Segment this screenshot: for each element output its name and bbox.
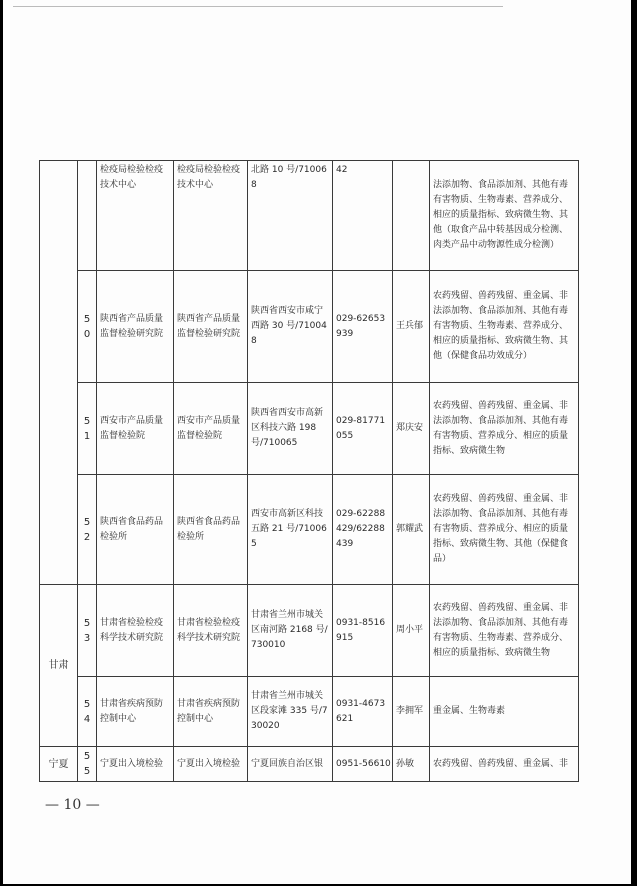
contact: 郭耀武 <box>393 475 430 585</box>
phone: 0951-56610 <box>333 747 393 782</box>
contact: 郑庆安 <box>393 383 430 475</box>
unit-name: 甘肃省检验检疫科学技术研究院 <box>174 585 248 677</box>
province-gansu: 甘肃 <box>40 585 78 747</box>
test-scope: 农药残留、兽药残留、重金属、非法添加物、食品添加剂、其他有毒有害物质、营养成分、相应的质量指标、致病微生物 <box>430 383 579 475</box>
phone: 029-81771055 <box>333 383 393 475</box>
table-row <box>40 747 579 782</box>
contact: 孙敏 <box>393 747 430 782</box>
institution-name: 甘肃省检验检疫科学技术研究院 <box>97 585 174 677</box>
unit-name: 甘肃省疾病预防控制中心 <box>174 677 248 747</box>
institution-name: 西安市产品质量监督检验院 <box>97 383 174 475</box>
contact: 周小平 <box>393 585 430 677</box>
address: 宁夏回族自治区银 <box>248 747 333 782</box>
table-row <box>40 585 579 677</box>
lab-table <box>39 160 579 782</box>
address: 甘肃省兰州市城关区段家滩 335 号/730020 <box>248 677 333 747</box>
address: 西安市高新区科技五路 21 号/710065 <box>248 475 333 585</box>
test-scope: 法添加物、食品添加剂、其他有毒有害物质、生物毒素、营养成分、相应的质量指标、致病微生物、其他（取食产品中转基因成分检测、肉类产品中动物源性成分检测） <box>430 161 579 271</box>
unit-name: 西安市产品质量监督检验院 <box>174 383 248 475</box>
province-cell-shaanxi <box>40 161 78 585</box>
phone: 0931-8516915 <box>333 585 393 677</box>
address: 陕西省西安市高新区科技六路 198 号/710065 <box>248 383 333 475</box>
row-number: 53 <box>78 585 97 677</box>
test-scope: 农药残留、兽药残留、重金属、非法添加物、食品添加剂、其他有毒有害物质、生物毒素、营养成分、相应的质量指标、致病微生物、其他（保健食品功效成分） <box>430 271 579 383</box>
institution-name: 宁夏出入境检验 <box>97 747 174 782</box>
institution-name: 甘肃省疾病预防控制中心 <box>97 677 174 747</box>
row-number <box>78 161 97 271</box>
row-number: 54 <box>78 677 97 747</box>
contact: 李拥军 <box>393 677 430 747</box>
phone: 42 <box>333 161 393 271</box>
table-row <box>40 161 579 271</box>
row-number: 50 <box>78 271 97 383</box>
scan-top-edge <box>13 6 503 7</box>
test-scope: 重金属、生物毒素 <box>430 677 579 747</box>
unit-name: 检疫局检验检疫技术中心 <box>174 161 248 271</box>
contact <box>393 161 430 271</box>
phone: 029-62653939 <box>333 271 393 383</box>
document-page <box>3 0 631 884</box>
contact: 王兵郁 <box>393 271 430 383</box>
row-number: 51 <box>78 383 97 475</box>
table-row <box>40 383 579 475</box>
address: 北路 10 号/710068 <box>248 161 333 271</box>
test-scope: 农药残留、兽药残留、重金属、非 <box>430 747 579 782</box>
phone: 029-62288429/62288439 <box>333 475 393 585</box>
table-row <box>40 677 579 747</box>
province-ningxia: 宁夏 <box>40 747 78 782</box>
table-row <box>40 271 579 383</box>
institution-name: 陕西省产品质量监督检验研究院 <box>97 271 174 383</box>
institution-name: 检疫局检验检疫技术中心 <box>97 161 174 271</box>
unit-name: 陕西省产品质量监督检验研究院 <box>174 271 248 383</box>
institution-name: 陕西省食品药品检验所 <box>97 475 174 585</box>
unit-name: 宁夏出入境检验 <box>174 747 248 782</box>
row-number: 52 <box>78 475 97 585</box>
row-number: 55 <box>78 747 97 782</box>
table-row <box>40 475 579 585</box>
page-number: — 10 — <box>45 797 100 813</box>
address: 陕西省西安市咸宁西路 30 号/710048 <box>248 271 333 383</box>
phone: 0931-4673621 <box>333 677 393 747</box>
address: 甘肃省兰州市城关区南河路 2168 号/730010 <box>248 585 333 677</box>
test-scope: 农药残留、兽药残留、重金属、非法添加物、食品添加剂、其他有毒有害物质、营养成分、相应的质量指标、致病微生物、其他（保健食品） <box>430 475 579 585</box>
test-scope: 农药残留、兽药残留、重金属、非法添加物、食品添加剂、其他有毒有害物质、生物毒素、营养成分、相应的质量指标、致病微生物 <box>430 585 579 677</box>
unit-name: 陕西省食品药品检验所 <box>174 475 248 585</box>
